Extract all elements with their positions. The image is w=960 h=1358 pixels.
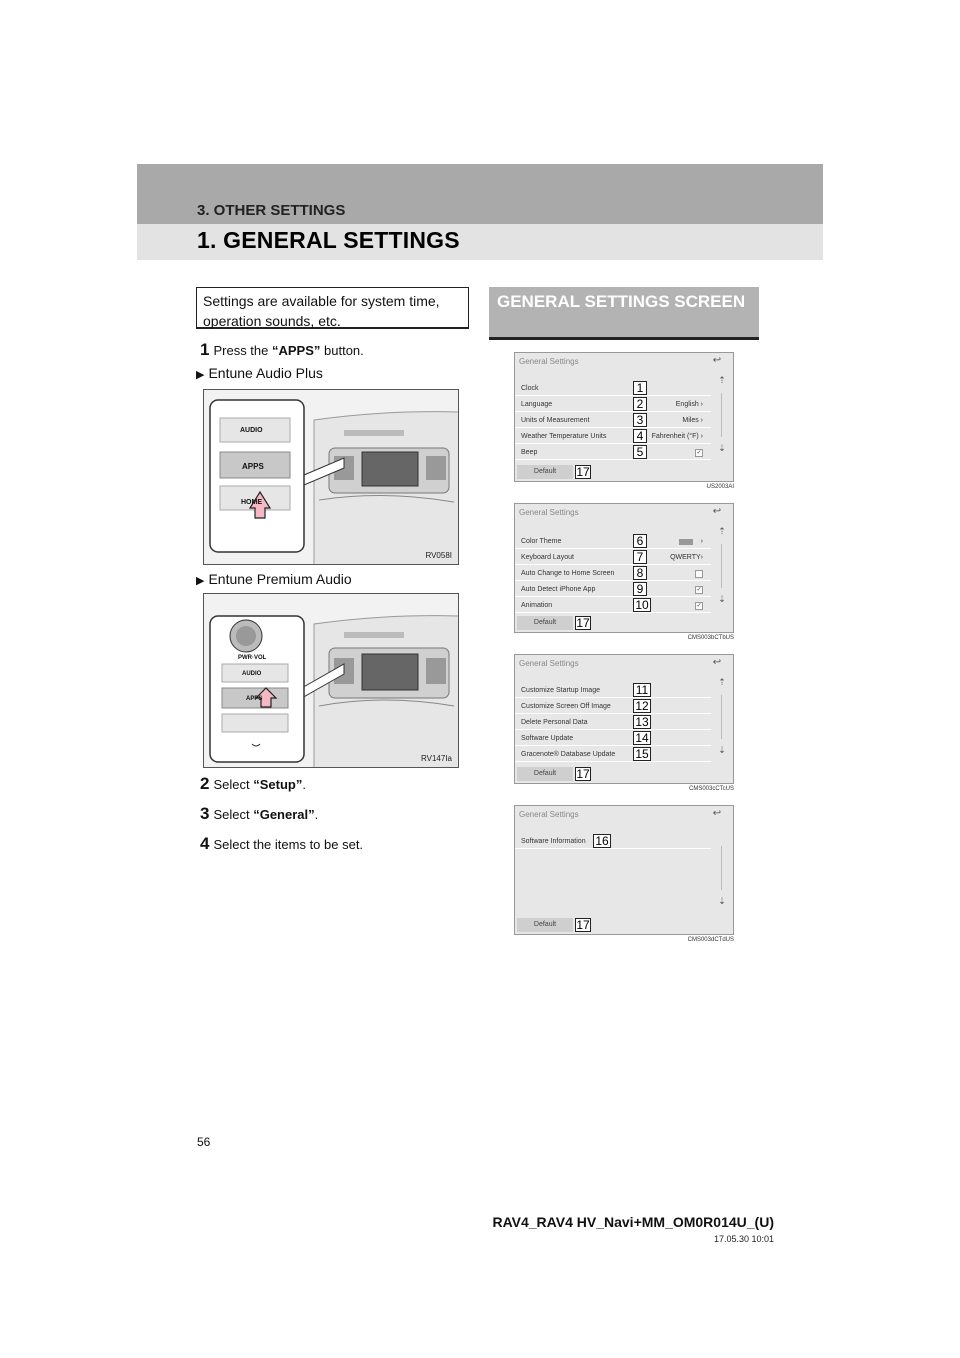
apps-button-label: APPS <box>242 462 264 471</box>
photo-audio-plus <box>203 389 459 565</box>
step-text: . <box>302 777 306 792</box>
row-label: Auto Change to Home Screen <box>521 570 615 577</box>
row-software-update[interactable] <box>515 731 711 746</box>
callout-badge: 13 <box>633 715 651 729</box>
step-keyword: “APPS” <box>272 343 321 358</box>
back-icon[interactable]: ↩ <box>712 657 722 668</box>
screen-code: CMS003bCTbUS <box>687 635 734 641</box>
triangle-icon: ▶ <box>196 369 205 381</box>
audio-button-label: AUDIO <box>240 427 263 434</box>
row-clock[interactable] <box>515 381 711 396</box>
scroll-track <box>721 393 722 437</box>
callout-badge: 16 <box>593 834 611 848</box>
section-label: 3. OTHER SETTINGS <box>197 202 346 219</box>
default-button[interactable]: Default <box>517 616 573 630</box>
checkbox[interactable]: ✓ <box>696 587 702 593</box>
scroll-up-icon[interactable]: ⇡ <box>718 375 726 385</box>
photo-premium-audio <box>203 593 459 768</box>
screen-title: General Settings <box>519 810 579 819</box>
callout-badge: 4 <box>633 429 647 443</box>
callout-badge: 15 <box>633 747 651 761</box>
callout-badge: 17 <box>576 918 590 932</box>
scrollbar[interactable] <box>711 371 733 477</box>
default-button[interactable]: Default <box>517 465 573 479</box>
row-label: Customize Startup Image <box>521 687 600 694</box>
apps-button-label: APPS <box>246 696 263 702</box>
row-label: Gracenote® Database Update <box>521 751 616 758</box>
row-label: Language <box>521 401 553 408</box>
color-swatch <box>679 539 693 545</box>
checkbox[interactable] <box>695 570 703 578</box>
row-weather-units[interactable] <box>515 429 711 444</box>
subheading-text: Entune Audio Plus <box>208 365 323 381</box>
screen-title: General Settings <box>519 357 579 366</box>
callout-badge: 17 <box>576 616 590 630</box>
row-label: Auto Detect iPhone App <box>521 586 596 593</box>
row-label: Software Information <box>521 838 586 845</box>
step-keyword: “Setup” <box>253 777 303 792</box>
photo-code: RV147Ia <box>421 754 452 763</box>
row-gracenote-update[interactable] <box>515 747 711 762</box>
step-3 <box>200 804 318 824</box>
checkbox[interactable]: ✓ <box>696 603 702 609</box>
screen-code: US2003AI <box>706 484 734 490</box>
row-software-information[interactable] <box>515 834 711 849</box>
scroll-up-icon[interactable]: ⇡ <box>718 677 726 687</box>
default-button[interactable]: Default <box>517 918 573 932</box>
step-number: 2 <box>200 774 210 793</box>
settings-screen-4 <box>514 805 734 935</box>
callout-badge: 11 <box>633 683 651 697</box>
row-label: Clock <box>521 385 539 392</box>
home-button-label: HOME <box>241 499 262 506</box>
row-auto-change-home[interactable] <box>515 566 711 581</box>
row-label: Software Update <box>521 735 574 742</box>
row-label: Color Theme <box>521 538 562 545</box>
step-text: Select <box>213 807 254 822</box>
step-text: Select the items to be set. <box>213 837 364 852</box>
callout-badge: 8 <box>633 566 647 580</box>
screen-title: General Settings <box>519 508 579 517</box>
row-auto-detect-iphone[interactable] <box>515 582 711 597</box>
default-button[interactable]: Default <box>517 767 573 781</box>
subheading-entune-premium-audio <box>196 571 352 587</box>
row-value: English › <box>675 401 703 408</box>
screen-code: CMS003dCTdUS <box>687 937 734 943</box>
callout-badge: 10 <box>633 598 651 612</box>
step-1 <box>200 340 364 360</box>
row-label: Weather Temperature Units <box>521 433 607 440</box>
callout-badge: 17 <box>576 465 590 479</box>
photo-code: RV058I <box>425 551 452 560</box>
step-text: Press the <box>213 343 272 358</box>
scroll-track <box>721 846 722 890</box>
row-label: Animation <box>521 602 553 609</box>
settings-screen-1 <box>514 352 734 482</box>
step-keyword: “General” <box>253 807 315 822</box>
row-label: Keyboard Layout <box>521 554 574 561</box>
scroll-down-icon[interactable]: ⇣ <box>718 594 726 604</box>
row-units[interactable] <box>515 413 711 428</box>
scrollbar[interactable] <box>711 522 733 628</box>
scroll-down-icon[interactable]: ⇣ <box>718 896 726 906</box>
page-number: 56 <box>197 1135 211 1149</box>
row-beep[interactable] <box>515 445 711 460</box>
callout-badge: 2 <box>633 397 647 411</box>
step-text: . <box>314 807 319 822</box>
back-icon[interactable]: ↩ <box>712 355 722 366</box>
scroll-track <box>721 544 722 588</box>
row-label: Customize Screen Off Image <box>521 703 611 710</box>
callout-badge: 9 <box>633 582 647 596</box>
row-delete-personal-data[interactable] <box>515 715 711 730</box>
step-number: 3 <box>200 804 210 823</box>
row-keyboard-layout[interactable] <box>515 550 711 565</box>
row-value: Miles › <box>682 417 703 424</box>
scrollbar[interactable] <box>711 824 733 930</box>
row-value: QWERTY› <box>670 554 703 561</box>
row-language[interactable] <box>515 397 711 412</box>
callout-badge: 14 <box>633 731 651 745</box>
triangle-icon: ▶ <box>196 575 205 587</box>
section-heading: GENERAL SETTINGS SCREEN <box>489 287 759 340</box>
back-icon[interactable]: ↩ <box>712 808 722 819</box>
scroll-down-icon[interactable]: ⇣ <box>718 745 726 755</box>
intro-box: Settings are available for system time, operation sounds, etc. <box>196 287 469 329</box>
settings-screen-3 <box>514 654 734 784</box>
step-text: Select <box>213 777 254 792</box>
callout-badge: 3 <box>633 413 647 427</box>
subheading-text: Entune Premium Audio <box>208 571 352 587</box>
row-label: Delete Personal Data <box>521 719 588 726</box>
checkbox[interactable]: ✓ <box>696 450 702 456</box>
print-timestamp: 17.05.30 10:01 <box>713 1234 774 1244</box>
callout-badge: 6 <box>633 534 647 548</box>
callout-badge: 1 <box>633 381 647 395</box>
audio-button-label: AUDIO <box>242 671 262 677</box>
pwr-vol-label: PWR·VOL <box>238 655 267 661</box>
subheading-entune-audio-plus <box>196 365 323 381</box>
row-label: Units of Measurement <box>521 417 590 424</box>
document-id: RAV4_RAV4 HV_Navi+MM_OM0R014U_(U) <box>492 1214 774 1230</box>
row-label: Beep <box>521 449 538 456</box>
step-4 <box>200 834 363 854</box>
row-value: Fahrenheit (°F) › <box>651 433 703 440</box>
back-icon[interactable]: ↩ <box>712 506 722 517</box>
settings-screen-2 <box>514 503 734 633</box>
step-2 <box>200 774 306 794</box>
row-animation[interactable] <box>515 598 711 613</box>
scroll-down-icon[interactable]: ⇣ <box>718 443 726 453</box>
row-customize-screen-off[interactable] <box>515 699 711 714</box>
row-color-theme[interactable] <box>515 534 711 549</box>
step-number: 4 <box>200 834 210 853</box>
scroll-track <box>721 695 722 739</box>
row-value: › <box>700 538 703 545</box>
callout-badge: 7 <box>633 550 647 564</box>
scrollbar[interactable] <box>711 673 733 779</box>
dashboard-illustration <box>204 390 459 565</box>
step-text: button. <box>320 343 364 358</box>
scroll-up-icon[interactable]: ⇡ <box>718 526 726 536</box>
row-customize-startup[interactable] <box>515 683 711 698</box>
screen-title: General Settings <box>519 659 579 668</box>
callout-badge: 5 <box>633 445 647 459</box>
callout-badge: 17 <box>576 767 590 781</box>
page-title: 1. GENERAL SETTINGS <box>197 227 460 253</box>
step-number: 1 <box>200 340 210 359</box>
screen-code: CMS003cCTcUS <box>688 786 734 792</box>
dashboard-illustration <box>204 594 459 768</box>
callout-badge: 12 <box>633 699 651 713</box>
